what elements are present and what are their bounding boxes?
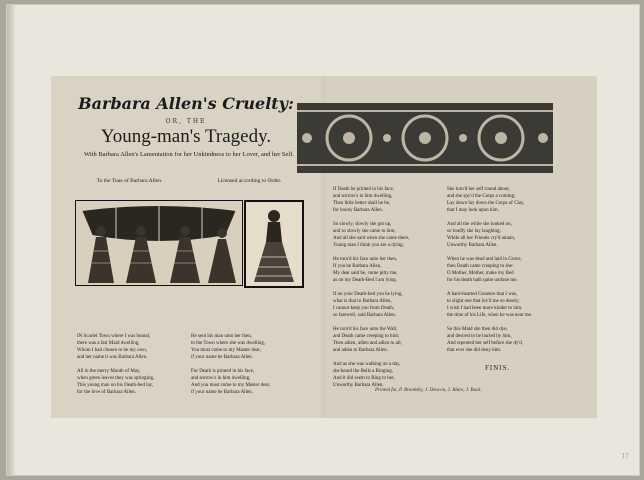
- licensed-label: Licensed according to Order.: [217, 178, 282, 184]
- or-line: OR, THE: [165, 118, 207, 125]
- woodcut-woman-svg: [246, 202, 302, 286]
- subtitle: With Barbara Allen's Lamentation for her Unkindness to her Lover, and her Self.: [83, 151, 295, 158]
- stanzas-right: She turn'd her self round about, and she spy'd the Corps a coming; Lay down lay down the Corps of Clay, that I may look upon him. And all the while she looked on, so loudly she lay laughing; While all her Friends cry'd amain, Unworthy Barbara Allen. When he was dead and laid in Grave, then Death came creeping to she: O Mother, Mother, make my Bed for his death hath quite undone me. A hard-hearted Creature that I was, to slight one that lov'd me so dearly; I wish I had been more kinder to him, the time of his Life, when he was near me. So this Maid she then did dye, and desired to be buried by him, And repented her self before she dy'd, that ever she did deny him.: [447, 187, 533, 353]
- title-line-2: Young-man's Tragedy.: [100, 126, 272, 147]
- broadside-left-panel: [51, 76, 321, 418]
- stanzas-left-b: He sent his man unto her then, to the Town where she was dwelling, You must come to my Master dear, if your name be Barbara Allen. For Death is printed in his face, and sorrow's in him dwelling, And you must come to my Master dear, if your name be Barbara Allen.: [191, 334, 271, 395]
- ornamental-band: [297, 103, 553, 173]
- woodcut-woman-image: [244, 200, 304, 288]
- tune-line: [69, 178, 309, 184]
- finis-label: FINIS.: [485, 364, 511, 372]
- stanzas-middle: If Death be printed in his face, and sorrow's in him dwelling, Then little better shall he be, for bonny Barbara Allen. So slowly, slowly she got up, and so slowly she came to him, And all she said when she came there, Young man I think you are a dying. He turn'd his face unto her then, If you be Barbara Allen, My dear said he, come pitty me, as on my Death-Bed I am lying. If on your Death-bed you be lying, what is that to Barbara Allen, I cannot keep you from Death, so farewell, said Barbara Allen. He turn'd his face unto the Wall, and Death came creeping to him; Then adieu, adieu and adieu to all, and adieu to Barbara Allen. And as she was walking on a day, she heard the Bells a Ringing, And it did seem to Ring to her, Unworthy Barbara Allen.: [333, 187, 410, 388]
- woodcut-figures-image: [75, 200, 243, 286]
- album-spine: [7, 5, 15, 475]
- woodcut-figures-svg: [76, 201, 242, 285]
- title-line-1: Barbara Allen's Cruelty:: [78, 94, 294, 113]
- printer-imprint: Printed for, P. Brooksby, J. Deacon, J. Blare, J. Back.: [375, 388, 482, 393]
- page-number: 17: [621, 453, 629, 460]
- ornament-svg: [297, 103, 553, 173]
- stanzas-left-a: IN Scarlet Town where I was bound, there was a fair Maid dwelling, Whom I had chosen to be my own, and her name it was Barbara Allen. All in the merry Month of May, when green leaves they was springing, This young man on his Death-bed lay, for the love of Barbara Allen.: [77, 334, 155, 395]
- tune-label: To the Tune of Barbara Allen.: [96, 178, 163, 184]
- album-page: [6, 4, 640, 476]
